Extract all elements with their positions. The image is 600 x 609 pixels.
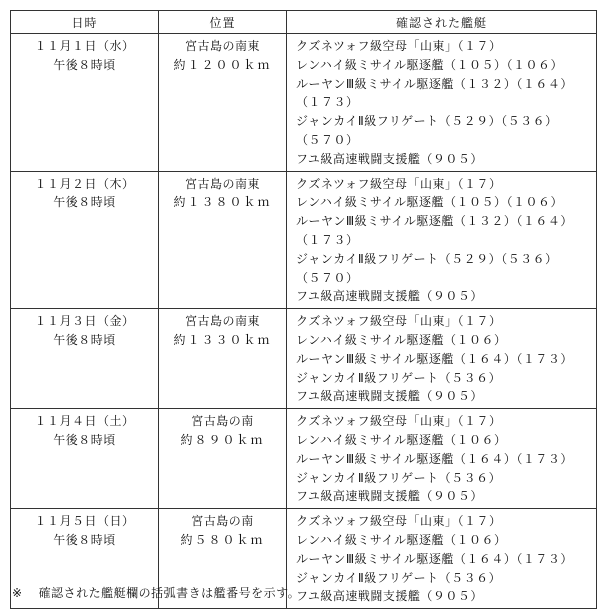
- distance-text: 約８９０ｋｍ: [180, 432, 265, 447]
- ship-line: クズネツォフ級空母「山東」（１７）: [296, 414, 502, 429]
- distance-text: 約１３８０ｋｍ: [173, 195, 272, 210]
- date-cell: [11, 34, 159, 172]
- ship-line: レンハイ級ミサイル駆逐艦（１０６）: [296, 532, 507, 547]
- table-row: [11, 309, 597, 409]
- position-cell: [159, 171, 287, 309]
- date-text: １１月３日（金）: [34, 314, 135, 329]
- date-cell: [11, 309, 159, 409]
- ship-line: （５７０）: [296, 132, 359, 147]
- time-text: 午後８時頃: [53, 57, 116, 72]
- ship-line: （１７３）: [296, 232, 359, 247]
- position-cell: [159, 409, 287, 509]
- distance-text: 約１２００ｋｍ: [173, 57, 272, 72]
- time-text: 午後８時頃: [53, 532, 116, 547]
- ships-cell: [287, 309, 597, 409]
- ships-cell: [287, 509, 597, 609]
- table-row: [11, 34, 597, 172]
- ship-line: ルーヤンⅢ級ミサイル駆逐艦（１３２）（１６４）: [296, 76, 573, 91]
- ship-line: フユ級高速戦闘支援艦（９０５）: [296, 589, 483, 604]
- ship-line: ジャンカイⅡ級フリゲート（５３６）: [296, 470, 502, 485]
- ship-line: フユ級高速戦闘支援艦（９０５）: [296, 151, 483, 166]
- ships-cell: [287, 171, 597, 309]
- ship-sightings-table: [10, 10, 597, 609]
- date-text: １１月４日（土）: [34, 414, 135, 429]
- ship-line: ルーヤンⅢ級ミサイル駆逐艦（１６４）（１７３）: [296, 451, 573, 466]
- time-text: 午後８時頃: [53, 195, 116, 210]
- location-text: 宮古島の南: [191, 514, 254, 529]
- location-text: 宮古島の南東: [184, 176, 260, 191]
- ship-line: クズネツォフ級空母「山東」（１７）: [296, 514, 502, 529]
- footnote-mark: ※: [12, 586, 23, 600]
- ship-line: レンハイ級ミサイル駆逐艦（１０５）（１０６）: [296, 57, 564, 72]
- date-text: １１月２日（木）: [34, 176, 135, 191]
- ship-line: ルーヤンⅢ級ミサイル駆逐艦（１６４）（１７３）: [296, 351, 573, 366]
- footnote-text: 確認された艦艇欄の括弧書きは艦番号を示す。: [38, 586, 301, 600]
- position-cell: [159, 34, 287, 172]
- footnote: [12, 584, 300, 601]
- location-text: 宮古島の南東: [184, 314, 260, 329]
- header-row: [11, 11, 597, 34]
- ship-line: フユ級高速戦闘支援艦（９０５）: [296, 289, 483, 304]
- ship-line: ジャンカイⅡ級フリゲート（５２９）（５３６）: [296, 114, 558, 129]
- date-cell: [11, 409, 159, 509]
- position-cell: [159, 309, 287, 409]
- ship-line: クズネツォフ級空母「山東」（１７）: [296, 39, 502, 53]
- ship-line: ジャンカイⅡ級フリゲート（５３６）: [296, 370, 502, 385]
- distance-text: 約５８０ｋｍ: [180, 532, 265, 547]
- date-text: １１月１日（水）: [34, 39, 135, 53]
- location-text: 宮古島の南東: [184, 39, 260, 53]
- header-date: 日時: [11, 11, 159, 34]
- location-text: 宮古島の南: [191, 414, 254, 429]
- distance-text: 約１３３０ｋｍ: [173, 332, 272, 347]
- date-text: １１月５日（日）: [34, 514, 135, 529]
- ships-cell: [287, 34, 597, 172]
- time-text: 午後８時頃: [53, 332, 116, 347]
- ship-line: レンハイ級ミサイル駆逐艦（１０５）（１０６）: [296, 195, 564, 210]
- table-row: [11, 171, 597, 309]
- ship-line: レンハイ級ミサイル駆逐艦（１０６）: [296, 432, 507, 447]
- ship-line: （５７０）: [296, 270, 359, 285]
- ship-line: ジャンカイⅡ級フリゲート（５２９）（５３６）: [296, 251, 558, 266]
- header-position: 位置: [159, 11, 287, 34]
- table-row: [11, 409, 597, 509]
- ship-line: ルーヤンⅢ級ミサイル駆逐艦（１６４）（１７３）: [296, 551, 573, 566]
- ship-line: フユ級高速戦闘支援艦（９０５）: [296, 389, 483, 404]
- ship-line: （１７３）: [296, 95, 359, 110]
- ship-line: クズネツォフ級空母「山東」（１７）: [296, 176, 502, 191]
- ship-line: ルーヤンⅢ級ミサイル駆逐艦（１３２）（１６４）: [296, 214, 573, 229]
- ship-line: フユ級高速戦闘支援艦（９０５）: [296, 489, 483, 504]
- date-cell: [11, 171, 159, 309]
- time-text: 午後８時頃: [53, 432, 116, 447]
- ship-line: ジャンカイⅡ級フリゲート（５３６）: [296, 570, 502, 585]
- ship-line: クズネツォフ級空母「山東」（１７）: [296, 314, 502, 329]
- ship-line: レンハイ級ミサイル駆逐艦（１０６）: [296, 332, 507, 347]
- header-ships: 確認された艦艇: [287, 11, 597, 34]
- ships-cell: [287, 409, 597, 509]
